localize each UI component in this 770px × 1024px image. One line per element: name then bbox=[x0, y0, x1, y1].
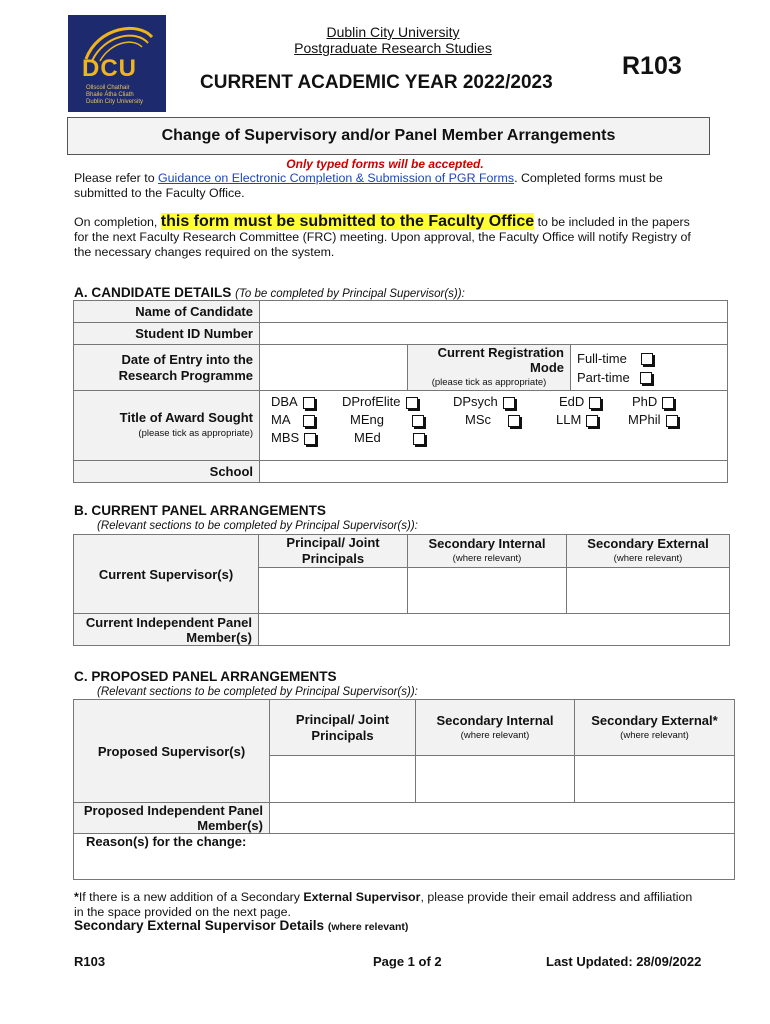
school-label: School bbox=[74, 461, 260, 483]
entry-date-label: Date of Entry into the Research Programme bbox=[74, 345, 260, 391]
highlight-text: this form must be submitted to the Faculty Office bbox=[160, 213, 535, 230]
section-b-heading: B. CURRENT PANEL ARRANGEMENTS bbox=[74, 503, 326, 518]
current-principal-field[interactable] bbox=[259, 568, 408, 614]
guidance-paragraph: Please refer to Guidance on Electronic Completion & Submission of PGR Forms. Completed forms must be submitted to the Faculty Office. bbox=[74, 171, 663, 200]
typed-forms-note: Only typed forms will be accepted. bbox=[286, 157, 484, 171]
mbs-checkbox[interactable] bbox=[304, 433, 316, 445]
dpsych-checkbox[interactable] bbox=[503, 397, 515, 409]
completion-paragraph: On completion, this form must be submitted to the Faculty Office to be included in the papers for the next Faculty Research Committee (FRC) meeting. Upon approval, the Faculty Office will notify Registry of the necessary changes required on the system. bbox=[74, 213, 691, 259]
section-a-heading: A. CANDIDATE DETAILS (To be completed by Principal Supervisor(s)): bbox=[74, 285, 465, 300]
reason-field[interactable] bbox=[74, 834, 735, 880]
guidance-link[interactable]: Guidance on Electronic Completion & Submission of PGR Forms bbox=[158, 171, 515, 185]
dprofelite-checkbox[interactable] bbox=[406, 397, 418, 409]
fulltime-checkbox[interactable] bbox=[641, 353, 653, 365]
current-external-field[interactable] bbox=[567, 568, 730, 614]
name-field[interactable] bbox=[260, 301, 728, 323]
entry-date-field[interactable] bbox=[260, 345, 408, 391]
award-options: DBA DProfElite DPsych EdD PhD MA MEng MSc LLM MPhil MBS MEd bbox=[260, 391, 728, 461]
section-c-note: (Relevant sections to be completed by Principal Supervisor(s)): bbox=[97, 686, 418, 698]
edd-checkbox[interactable] bbox=[589, 397, 601, 409]
award-label: Title of Award Sought (please tick as appropriate) bbox=[74, 391, 260, 461]
current-independent-field[interactable] bbox=[259, 614, 730, 646]
reason-label: Reason(s) for the change: bbox=[86, 834, 247, 849]
proposed-principal-field[interactable] bbox=[270, 756, 416, 803]
parttime-checkbox[interactable] bbox=[640, 372, 652, 384]
med-checkbox[interactable] bbox=[413, 433, 425, 445]
proposed-supervisors-label: Proposed Supervisor(s) bbox=[74, 700, 270, 803]
external-footnote: *If there is a new addition of a Secondary External Supervisor, please provide their email address and affiliation in the space provided on the next page. bbox=[74, 890, 693, 919]
last-updated: Last Updated: 28/09/2022 bbox=[546, 954, 702, 969]
external-details-heading: Secondary External Supervisor Details (where relevant) bbox=[74, 918, 409, 933]
registration-mode-options: Full-time Part-time bbox=[571, 345, 728, 391]
current-supervisors-label: Current Supervisor(s) bbox=[74, 535, 259, 614]
current-panel-table bbox=[73, 534, 730, 646]
proposed-internal-field[interactable] bbox=[416, 756, 575, 803]
section-b-note: (Relevant sections to be completed by Principal Supervisor(s)): bbox=[97, 520, 418, 532]
school-field[interactable] bbox=[260, 461, 728, 483]
section-c-heading: C. PROPOSED PANEL ARRANGEMENTS bbox=[74, 669, 337, 684]
proposed-external-field[interactable] bbox=[575, 756, 735, 803]
dba-checkbox[interactable] bbox=[303, 397, 315, 409]
candidate-details-table bbox=[73, 300, 728, 483]
msc-checkbox[interactable] bbox=[508, 415, 520, 427]
meng-checkbox[interactable] bbox=[412, 415, 424, 427]
current-internal-header: Secondary Internal (where relevant) bbox=[408, 535, 567, 568]
proposed-independent-label: Proposed Independent Panel Member(s) bbox=[74, 803, 270, 834]
registration-mode-label: Current Registration Mode (please tick as appropriate) bbox=[408, 345, 571, 391]
proposed-principal-header: Principal/ Joint Principals bbox=[270, 700, 416, 756]
proposed-internal-header: Secondary Internal (where relevant) bbox=[416, 700, 575, 756]
phd-checkbox[interactable] bbox=[662, 397, 674, 409]
university-name: Dublin City University bbox=[326, 24, 460, 40]
current-principal-header: Principal/ Joint Principals bbox=[259, 535, 408, 568]
academic-year: CURRENT ACADEMIC YEAR 2022/2023 bbox=[200, 72, 553, 93]
student-id-label: Student ID Number bbox=[74, 323, 260, 345]
ma-checkbox[interactable] bbox=[303, 415, 315, 427]
student-id-field[interactable] bbox=[260, 323, 728, 345]
mphil-checkbox[interactable] bbox=[666, 415, 678, 427]
form-title: Change of Supervisory and/or Panel Member Arrangements bbox=[67, 117, 710, 155]
llm-checkbox[interactable] bbox=[586, 415, 598, 427]
department-name: Postgraduate Research Studies bbox=[294, 40, 492, 56]
current-external-header: Secondary External (where relevant) bbox=[567, 535, 730, 568]
proposed-external-header: Secondary External* (where relevant) bbox=[575, 700, 735, 756]
form-code: R103 bbox=[622, 52, 682, 80]
current-independent-label: Current Independent Panel Member(s) bbox=[74, 614, 259, 646]
logo-text: DCU bbox=[82, 55, 137, 82]
proposed-panel-table bbox=[73, 699, 735, 880]
proposed-independent-field[interactable] bbox=[270, 803, 735, 834]
dcu-logo bbox=[68, 15, 166, 112]
logo-subtext: Ollscoil Chathair Bhaile Átha Cliath Dublin City University bbox=[86, 85, 144, 105]
footer-code: R103 bbox=[74, 954, 106, 969]
name-label: Name of Candidate bbox=[74, 301, 260, 323]
current-internal-field[interactable] bbox=[408, 568, 567, 614]
page-number: Page 1 of 2 bbox=[373, 954, 442, 969]
